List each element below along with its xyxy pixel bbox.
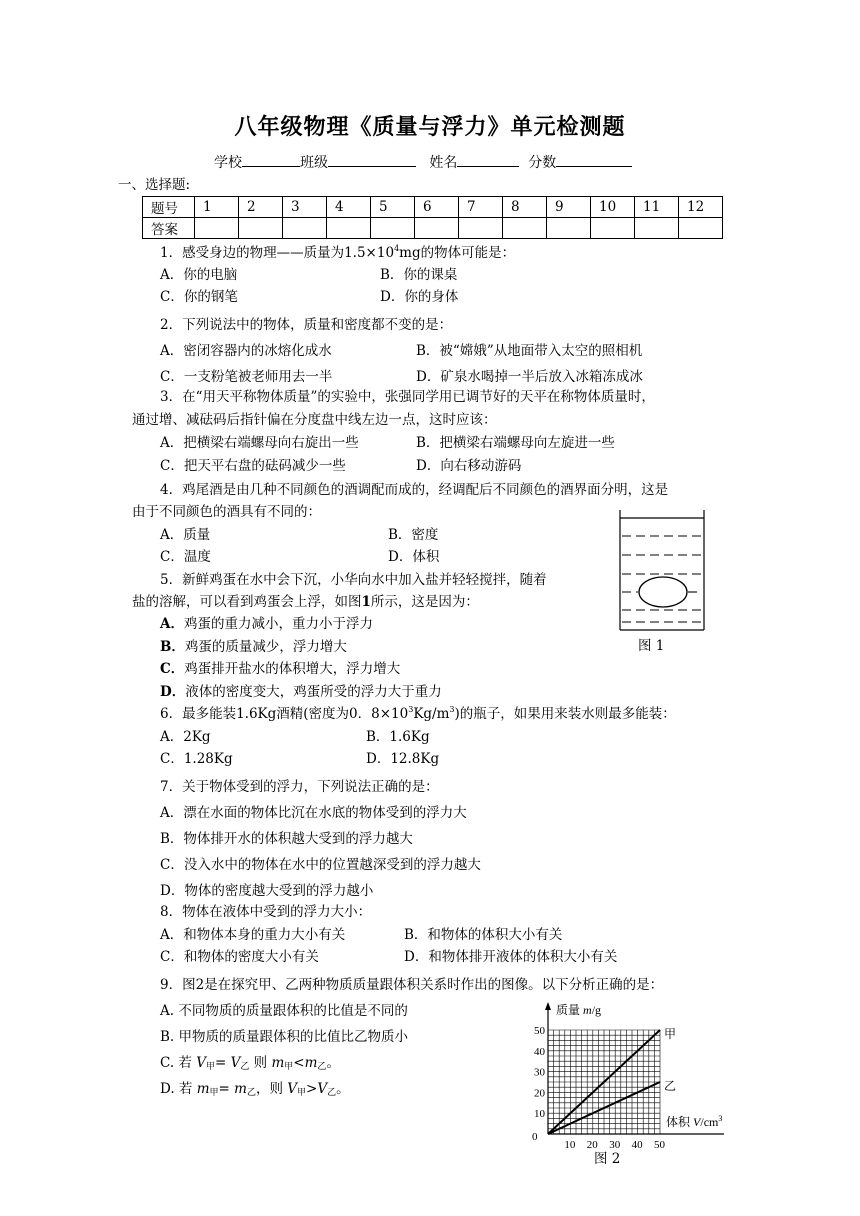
question-1-stem [160, 244, 515, 262]
table-row-numbers [143, 197, 723, 218]
q1-stem-text: 1．感受身边的物理——质量为1.5×10 [160, 245, 395, 261]
figure-2-chart [528, 1000, 730, 1170]
table-row-answers [143, 218, 723, 239]
q4-option-d: D．体积 [388, 549, 440, 565]
x-tick-label: 50 [654, 1139, 665, 1151]
x-axis-label-exponent: 3 [718, 1114, 723, 1123]
q9-c-var: V [230, 1055, 241, 1071]
q5-option-c-letter: C． [160, 661, 185, 677]
series-label: 乙 [664, 1079, 677, 1093]
q5-option-c-text: 鸡蛋排开盐水的体积增大，浮力增大 [184, 661, 401, 677]
q6-option-b: B．1.6Kg [366, 729, 430, 745]
q5-figure-ref: 1 [361, 594, 371, 610]
table-cell-number: 3 [283, 197, 327, 218]
q9-c-sub: 乙 [317, 1062, 327, 1072]
q9-c-var: V [196, 1055, 206, 1071]
q5-option-a [160, 615, 373, 633]
q9-c-var: m [271, 1055, 285, 1071]
name-blank[interactable] [457, 152, 519, 167]
class-blank[interactable] [328, 152, 416, 167]
q2-option-b: B．被“嫦娥”从地面带入太空的照相机 [416, 343, 643, 359]
x-tick-label: 20 [586, 1139, 598, 1151]
q9-d-var: V [317, 1081, 328, 1097]
page-title: 八年级物理《质量与浮力》单元检测题 [234, 114, 626, 140]
q1-option-d: D．你的身体 [380, 289, 459, 305]
q6-stem-text: 6．最多能装1.6Kg酒精(密度为0．8×10 [160, 706, 409, 722]
q5-option-b [160, 638, 347, 656]
q6-stem-text-end: )的瓶子，如果用来装水则最多能装： [454, 706, 676, 722]
q9-c-sub: 甲 [205, 1062, 215, 1072]
q2-option-c: C．一支粉笔被老师用去一半 [160, 369, 333, 385]
q4-option-c: C．温度 [160, 549, 211, 565]
answer-cell[interactable] [459, 218, 503, 239]
q5-option-a-letter: A． [160, 616, 184, 632]
score-blank[interactable] [556, 152, 632, 167]
q9-d-prefix: D. 若 [160, 1081, 197, 1097]
q2-option-a: A．密闭容器内的冰熔化成水 [160, 343, 332, 359]
x-axis-label [666, 1114, 722, 1129]
answer-cell[interactable] [239, 218, 283, 239]
question-4-stem-line1: 4．鸡尾酒是由几种不同颜色的酒调配而成的，经调配后不同颜色的酒界面分明，这是 [160, 482, 669, 498]
q9-c-end: 。 [326, 1055, 340, 1071]
q4-option-b: B．密度 [388, 527, 439, 543]
x-axis-label-unit: /cm [700, 1115, 719, 1129]
origin-label: 0 [532, 1131, 538, 1143]
x-tick-label: 30 [609, 1139, 621, 1151]
answer-cell[interactable] [635, 218, 679, 239]
answer-cell[interactable] [415, 218, 459, 239]
q5-stem-text-end: 所示，这是因为： [370, 594, 479, 610]
q9-d-var: V [287, 1081, 298, 1097]
q8-option-a: A．和物体本身的重力大小有关 [160, 927, 346, 943]
figure-1-beaker [612, 506, 712, 636]
q5-option-a-text: 鸡蛋的重力减小，重力小于浮力 [183, 616, 373, 632]
egg-shape [639, 577, 687, 607]
q6-option-c: C．1.28Kg [160, 751, 233, 767]
answer-cell[interactable] [679, 218, 723, 239]
student-info-line [214, 152, 632, 172]
y-tick-label: 10 [534, 1108, 545, 1121]
figure-2-caption: 图 2 [594, 1151, 621, 1167]
q9-c-sub: 乙 [240, 1062, 250, 1072]
q7-option-b: B．物体排开水的体积越大受到的浮力越大 [160, 831, 413, 847]
table-cell-number: 4 [327, 197, 371, 218]
q5-option-b-text: 鸡蛋的质量减少，浮力增大 [184, 639, 347, 655]
q9-c-op: < [293, 1055, 305, 1071]
q4-option-a: A．质量 [160, 527, 211, 543]
q9-c-then: 则 [249, 1055, 272, 1071]
q8-option-d: D．和物体排开液体的体积大小有关 [404, 949, 618, 965]
y-axis-arrow [545, 1002, 551, 1010]
question-8-stem: 8．物体在液体中受到的浮力大小： [160, 904, 372, 920]
q8-option-b: B．和物体的体积大小有关 [404, 927, 563, 943]
q9-d-op: > [306, 1081, 318, 1097]
answer-cell[interactable] [327, 218, 371, 239]
q3-option-b: B．把横梁右端螺母向左旋进一些 [416, 435, 615, 451]
y-axis-label-var: m [583, 1003, 592, 1017]
q3-option-a: A．把横梁右端螺母向右旋出一些 [160, 435, 359, 451]
x-tick-label: 40 [631, 1139, 643, 1151]
table-header-number: 题号 [143, 197, 195, 218]
question-5-stem-line2 [132, 593, 479, 611]
q9-d-eq: = [218, 1081, 235, 1097]
q6-exponent-2: 3 [449, 705, 455, 714]
answer-cell[interactable] [371, 218, 415, 239]
question-3-stem-line2: 通过增、减砝码后指针偏在分度盘中线左边一点，这时应该： [132, 412, 497, 428]
q9-c-sub: 甲 [284, 1062, 294, 1072]
question-5-stem-line1: 5．新鲜鸡蛋在水中会下沉，小华向水中加入盐并轻轻搅拌，随着 [160, 572, 547, 588]
question-4-stem-line2: 由于不同颜色的酒具有不同的： [132, 504, 321, 520]
table-cell-number: 5 [371, 197, 415, 218]
q5-option-c [160, 660, 400, 678]
q9-c-eq: = [215, 1055, 231, 1071]
question-9-stem: 9．图2是在探究甲、乙两种物质质量跟体积关系时作出的图像。以下分析正确的是： [160, 977, 664, 993]
q5-stem-text: 盐的溶解，可以看到鸡蛋会上浮，如图 [132, 594, 362, 610]
table-cell-number: 6 [415, 197, 459, 218]
q9-c-prefix: C. 若 [160, 1055, 197, 1071]
x-axis-label-var: V [693, 1115, 701, 1129]
section-heading: 一、选择题: [118, 177, 191, 193]
answer-cell[interactable] [195, 218, 239, 239]
question-7-stem: 7．关于物体受到的浮力，下列说法正确的是： [160, 779, 439, 795]
q5-option-d-letter: D． [160, 684, 186, 700]
x-axis-label-text: 体积 [666, 1115, 694, 1129]
q2-option-d: D．矿泉水喝掉一半后放入冰箱冻成冰 [416, 369, 643, 385]
q9-option-a: A. 不同物质的质量跟体积的比值是不同的 [160, 1003, 408, 1019]
table-cell-number: 8 [503, 197, 547, 218]
table-cell-number: 12 [679, 197, 723, 218]
answer-cell[interactable] [503, 218, 547, 239]
score-label: 分数 [528, 155, 557, 171]
q1-stem-text-end: mg的物体可能是： [399, 245, 516, 261]
y-tick-label: 50 [534, 1025, 545, 1037]
q5-option-b-letter: B． [160, 639, 185, 655]
question-6-stem [160, 705, 676, 723]
q9-d-then: ，则 [255, 1081, 288, 1097]
q1-option-c: C．你的钢笔 [160, 289, 238, 305]
q9-c-var: m [304, 1055, 318, 1071]
q1-option-b: B．你的课桌 [380, 267, 458, 283]
answer-cell[interactable] [547, 218, 591, 239]
school-blank[interactable] [242, 152, 300, 167]
y-axis-label-unit: /g [591, 1003, 602, 1017]
q8-option-c: C．和物体的密度大小有关 [160, 949, 319, 965]
answer-table [142, 196, 723, 239]
q9-d-sub: 甲 [297, 1088, 307, 1098]
table-cell-number: 2 [239, 197, 283, 218]
q7-option-d: D．物体的密度越大受到的浮力越小 [160, 883, 374, 899]
q9-d-end: 。 [336, 1081, 350, 1097]
y-tick-label: 30 [534, 1066, 545, 1079]
answer-cell[interactable] [283, 218, 327, 239]
name-label: 姓名 [429, 155, 458, 171]
table-cell-number: 7 [459, 197, 503, 218]
q9-d-var: m [196, 1081, 210, 1097]
q9-option-d [160, 1080, 350, 1098]
figure-1-caption: 图 1 [638, 638, 665, 654]
q9-d-sub: 甲 [209, 1088, 219, 1098]
q1-option-a: A．你的电脑 [160, 267, 238, 283]
question-2-stem: 2．下列说法中的物体，质量和密度都不变的是： [160, 317, 453, 333]
q6-option-d: D．12.8Kg [366, 751, 440, 767]
y-tick-label: 40 [534, 1045, 545, 1058]
y-axis-label [556, 1002, 601, 1017]
x-tick-label: 10 [564, 1139, 576, 1151]
q9-d-var: m [234, 1081, 247, 1097]
q6-option-a: A．2Kg [160, 729, 211, 745]
table-header-answer: 答案 [143, 218, 195, 239]
q6-exponent-1: 3 [408, 705, 414, 714]
q9-d-sub: 乙 [246, 1088, 256, 1098]
question-3-stem-line1: 3．在“用天平称物体质量”的实验中，张强同学用已调节好的天平在称物体质量时， [160, 389, 655, 405]
q9-option-b: B. 甲物质的质量跟体积的比值比乙物质小 [160, 1029, 409, 1045]
q9-option-c [160, 1054, 340, 1072]
q5-option-d-text: 液体的密度变大，鸡蛋所受的浮力大于重力 [185, 684, 442, 700]
table-cell-number: 11 [635, 197, 679, 218]
q7-option-c: C．没入水中的物体在水中的位置越深受到的浮力越大 [160, 857, 481, 873]
q5-option-d [160, 683, 442, 701]
y-tick-label: 20 [534, 1087, 545, 1100]
table-cell-number: 10 [591, 197, 635, 218]
class-label: 班级 [300, 155, 328, 171]
q7-option-a: A．漂在水面的物体比沉在水底的物体受到的浮力大 [160, 805, 467, 821]
y-axis-label-text: 质量 [556, 1003, 584, 1017]
series-label: 甲 [664, 1027, 677, 1041]
q6-unit: Kg/m [413, 706, 450, 722]
school-label: 学校 [214, 155, 242, 171]
q9-d-sub: 乙 [327, 1088, 337, 1098]
table-cell-number: 9 [547, 197, 591, 218]
q1-exponent: 4 [394, 244, 400, 253]
q3-option-d: D．向右移动游码 [416, 458, 522, 474]
q3-option-c: C．把天平右盘的砝码减少一些 [160, 458, 346, 474]
table-cell-number: 1 [195, 197, 239, 218]
answer-cell[interactable] [591, 218, 635, 239]
